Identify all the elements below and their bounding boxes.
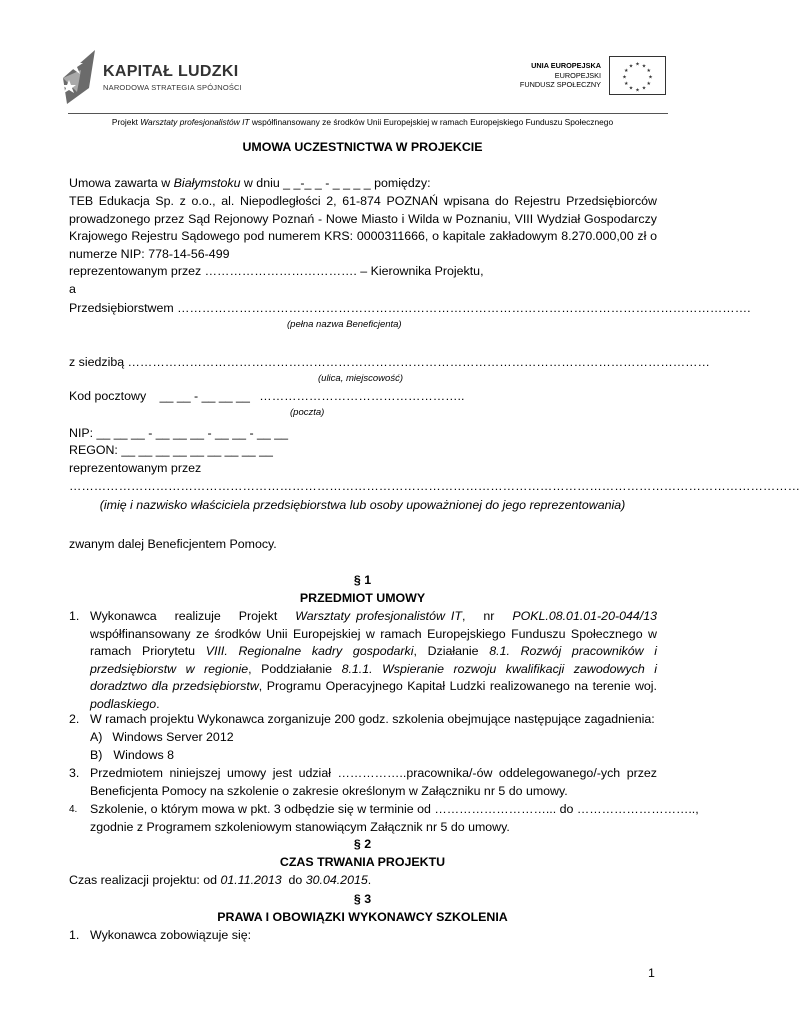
project-name: Warsztaty profesjonalistów IT	[140, 117, 250, 127]
s3-item-1-text: Wykonawca zobowiązuje się:	[90, 928, 252, 942]
contractor-representative: reprezentowanym przez ………………………………. – Kierownika Projektu,	[69, 264, 484, 278]
svg-text:★: ★	[623, 68, 629, 74]
svg-text:★: ★	[622, 74, 627, 81]
section-3-number: § 3	[353, 892, 372, 906]
svg-text:★: ★	[628, 85, 634, 92]
teb-line-1: TEB Edukacja Sp. z o.o., al. Niepodległości 2, 61-874 POZNAŃ wpisana do Rejestru Przedsiębiorców	[69, 194, 657, 208]
project-funding-note: Projekt Warsztaty profesjonalistów IT współfinansowany ze środków Unii Europejskiej w ramach Europejskiego Funduszu Społecznego	[111, 117, 614, 127]
section-2-heading: CZAS TRWANIA PROJEKTU	[279, 855, 446, 869]
contract-date-line: Umowa zawarta w Białymstoku w dniu _ _-_ _ - _ _ _ _ pomiędzy:	[69, 176, 431, 190]
beneficiary-representative: reprezentowanym przez	[69, 461, 202, 475]
s1-item-2-text: W ramach projektu Wykonawca zorganizuje 200 godz. szkolenia obejmujące następujące zagadnienia:	[90, 712, 655, 726]
s1-item-3-number: 3.	[69, 766, 80, 780]
section-3-heading: PRAWA I OBOWIĄZKI WYKONAWCY SZKOLENIA	[217, 910, 508, 924]
eu-line-2: EUROPEJSKI	[554, 70, 601, 80]
project-title: Warsztaty profesjonalistów IT	[295, 609, 462, 623]
page-number: 1	[648, 966, 655, 980]
end-date: 30.04.2015	[305, 873, 368, 887]
s1-item-2-number: 2.	[69, 712, 80, 726]
regon-line: REGON: __ __ __ __ __ __ __ __ __	[69, 443, 273, 457]
svg-text:★: ★	[628, 63, 634, 70]
nip-line: NIP: __ __ __ - __ __ __ - __ __ - __ __	[69, 426, 289, 440]
representative-dots-line: ……………………………………………………………………………………………………………………………………………………………	[69, 479, 800, 493]
svg-text:★: ★	[635, 87, 640, 94]
section-1-number: § 1	[353, 573, 372, 587]
postal-code-line	[69, 388, 464, 406]
address-note: (ulica, miejscowość)	[318, 373, 403, 384]
post-office-note: (poczta)	[290, 407, 325, 418]
header-separator	[68, 113, 668, 114]
teb-line-4: numerze NIP: 778-14-56-499	[69, 246, 230, 261]
beneficiary-name-line: Przedsiębiorstwem ………………………………………………………………………………………………………………………….	[69, 301, 751, 315]
beneficiary-address-line: z siedzibą ……………………………………………………………………………………………………………………………	[69, 355, 710, 369]
s1-item-4-number: 4.	[69, 804, 78, 815]
postal-code-value: __ __ - __ __ __	[159, 389, 250, 403]
svg-text:★: ★	[641, 63, 647, 70]
section-1-heading: PRZEDMIOT UMOWY	[299, 591, 426, 605]
beneficiary-name-note: (pełna nazwa Beneficjenta)	[287, 319, 402, 330]
s1-item-1-number: 1.	[69, 609, 80, 623]
topic-b: B) Windows 8	[90, 748, 174, 762]
eu-fund-label	[500, 61, 601, 90]
teb-line-3: Krajowego Rejestru Sądowego pod numerem KRS: 0000311666, o kapitale zakładowym 8.270.000,00 zł o	[69, 229, 657, 244]
logo-title: KAPITAŁ LUDZKI	[103, 63, 239, 80]
postal-code-label: Kod pocztowy	[69, 389, 147, 403]
post-office-dots: …………………………………………..	[259, 389, 465, 403]
eu-line-3: FUNDUSZ SPOŁECZNY	[519, 80, 601, 90]
eu-line-1: UNIA EUROPEJSKA	[531, 61, 601, 70]
representative-note: (imię i nazwisko właściciela przedsiębiorstwa lub osoby upoważnionej do jego reprezentowania)	[99, 498, 626, 512]
start-date: 01.11.2013	[220, 873, 282, 887]
project-number: POKL.08.01.01-20-044/13	[512, 609, 657, 623]
contract-city: Białymstoku	[173, 176, 241, 190]
beneficiary-definition: zwanym dalej Beneficjentem Pomocy.	[69, 537, 277, 551]
logo-subtitle: NARODOWA STRATEGIA SPÓJNOŚCI	[103, 83, 242, 92]
svg-text:★: ★	[646, 68, 652, 74]
svg-text:★: ★	[641, 85, 647, 92]
svg-text:★: ★	[648, 74, 653, 81]
project-duration: Czas realizacji projektu: od 01.11.2013 do 30.04.2015.	[69, 873, 372, 887]
conjunction-a: a	[69, 282, 76, 296]
eu-flag-icon	[609, 56, 666, 95]
document-title: UMOWA UCZESTNICTWA W PROJEKCIE	[242, 140, 483, 154]
teb-line-2: prowadzonego przez Sąd Rejonowy Poznań - Nowe Miasto i Wilda w Poznaniu, VIII Wydział Gospodarczy	[69, 211, 657, 226]
svg-text:★: ★	[635, 61, 640, 68]
svg-text:★: ★	[623, 81, 629, 87]
kapital-ludzki-logo	[55, 48, 255, 110]
kapital-ludzki-emblem-icon	[55, 48, 99, 108]
topic-a: A) Windows Server 2012	[90, 730, 234, 744]
section-2-number: § 2	[353, 837, 372, 851]
s3-item-1-number: 1.	[69, 928, 80, 942]
contractor-details	[69, 193, 657, 263]
svg-text:★: ★	[646, 81, 652, 87]
